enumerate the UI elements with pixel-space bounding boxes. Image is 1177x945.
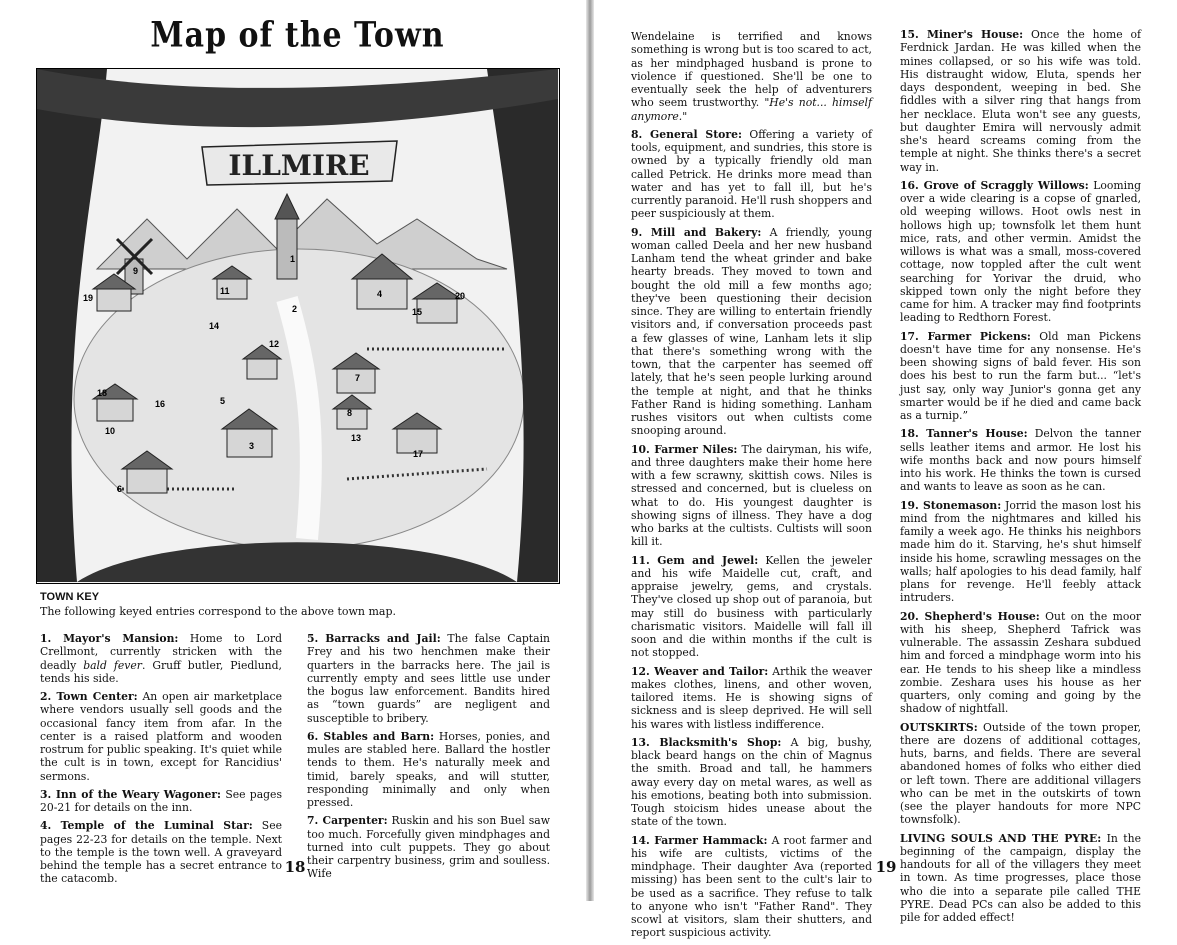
key-entry-text: Horses, ponies, and mules are stabled here. Ballard the hostler tends to them. He's naturally meek and timid, barely speaks, and will stutter, responding minimally and only when pressed. <box>307 729 551 809</box>
key-entry <box>40 632 282 685</box>
key-entry <box>631 665 872 731</box>
town-key-intro: The following keyed entries correspond to the above town map. <box>40 605 397 618</box>
map-label-1: 1 <box>290 254 296 264</box>
key-entry-heading: 14. Farmer Hammack: <box>631 833 768 847</box>
key-entry-heading: 7. Carpenter: <box>307 814 388 828</box>
key-entry-heading: 19. Stonemason: <box>900 498 1002 512</box>
map-label-10: 10 <box>105 426 116 436</box>
map-label-11: 11 <box>220 286 230 296</box>
town-map-illustration <box>37 69 558 582</box>
key-entry-text: Once the home of Ferdnick Jardan. He was killed when the mines collapsed, or so his wife was told. His distraught widow, Eluta, spends her days despondent, weeping in bed. She fiddles with a silver ring that hangs from her necklace. Eluta won't see any guests, but daughter Emira will nervously admit she's heard screams coming from the temple at night. She thinks there's a secret way in. <box>900 28 1141 174</box>
key-entry-heading: 1. Mayor's Mansion: <box>40 632 179 645</box>
map-label-2: 2 <box>292 304 298 314</box>
key-entry <box>900 28 1141 174</box>
map-label-9: 9 <box>133 266 139 276</box>
key-entry-text: An open air marketplace where vendors usually sell goods and the occasional fancy item from afar. In the center is a raised platform and wooden rostrum for public speaking. It's quiet while the cult is in town, except for Rancidius' sermons. <box>40 690 282 783</box>
key-entry-heading: 12. Weaver and Tailor: <box>631 664 769 678</box>
key-entry-text: Outside of the town proper, there are dozens of additional cottages, huts, barns, and fields. There are several abandoned homes of folks who either died or left town. There are additional villagers who can be met in the outskirts of town (see the player handouts for more NPC townsfolk). <box>900 720 1141 827</box>
key-entry-text: Kellen the jeweler and his wife Maidelle cut, craft, and appraise jewelry, gems, and crystals. They've closed up shop out of paranoia, but may still do business with particularly charismatic visitors. Maidelle will fall ill soon and die within months if the cult is not stopped. <box>631 553 872 660</box>
left-column-1 <box>40 632 282 891</box>
map-label-18: 18 <box>97 388 108 398</box>
key-entry <box>40 690 282 783</box>
key-entry-heading: 8. General Store: <box>631 127 742 141</box>
key-entry <box>40 788 282 815</box>
key-entry-heading: 2. Town Center: <box>40 690 138 703</box>
map-label-14: 14 <box>209 321 220 331</box>
key-entry <box>631 736 872 829</box>
key-entry <box>307 814 550 880</box>
key-entry-heading: 6. Stables and Barn: <box>307 729 435 743</box>
key-entry-text: The dairyman, his wife, and three daughters make their home here with a few scrawny, skittish cows. Niles is stressed and concerned, but is clueless on what to do. His youngest daughter is showing signs of illness. They have a dog who barks at the cultists. Cultists will soon kill it. <box>631 442 872 549</box>
key-entry-text: A big, bushy, black beard hangs on the chin of Magnus the smith. Broad and tall, he hammers away every day on metal wares, as well as his emotions, beating both into submission. Tough stoicism hides unease about the state of the town. <box>631 735 872 829</box>
key-entry-text: Offering a variety of tools, equipment, and sundries, this store is owned by a typically friendly old man called Petrick. He drinks more mead than water and has yet to fall ill, but he's currently paranoid. He'll rush shoppers and peer suspiciously at them. <box>631 127 872 221</box>
map-label-4: 4 <box>377 289 383 299</box>
key-entry-text: Jorrid the mason lost his mind from the nightmares and killed his family a week ago. He thinks his neighbors made him do it. Starving, he's shut himself inside his home, scrawling messages on the walls; half apologies to his dead family, half plans for revenge. He'll feebly attack intruders. <box>900 498 1141 605</box>
key-entry-heading: 10. Farmer Niles: <box>631 442 738 456</box>
key-entry <box>631 554 872 660</box>
key-entry-text: See pages 22-23 for details on the temple. Next to the temple is the town well. A graveyard behind the temple has a secret entrance to the catacomb. <box>40 819 282 886</box>
map-label-16: 16 <box>155 399 166 409</box>
key-entry-heading: 4. Temple of the Luminal Star: <box>40 819 253 833</box>
key-entry-text: See pages 20-21 for details on the inn. <box>40 787 282 814</box>
key-entry <box>631 128 872 221</box>
key-entry-text: Delvon the tanner sells leather items and armor. He lost his wife months back and now pours himself into his work. He thinks the town is cursed and wants to leave as soon as he can. <box>900 427 1141 494</box>
key-entry-heading: 18. Tanner's House: <box>900 427 1028 441</box>
key-entry-text: Looming over a wide clearing is a copse of gnarled, old weeping willows. Hoot owls nest in hollows high up; townsfolk let them hunt mice, rats, and other vermin. Amidst the willows is what was a small, moss-covered cottage, now toppled after the cult went searching for Yorivar the druid, who skipped town only the night before they came for him. A tracker may find footprints leading to Redthorn Forest. <box>900 178 1141 325</box>
key-entry-heading: 9. Mill and Bakery: <box>631 225 762 239</box>
map-label-20: 20 <box>455 291 466 301</box>
map-banner-text: ILLMIRE <box>228 149 370 182</box>
key-entry-text: In the beginning of the campaign, display the handouts for all of the villagers they meet in town. As time progresses, place those who die into a separate pile called THE PYRE. Dead PCs can also be added to this pile for added effect! <box>900 831 1141 924</box>
key-entry-text: Wendelaine is terrified and knows something is wrong but is too scared to act, as her mindphaged husband is prone to violence if questioned. She'll be one to eventually seek the help of adventurers who seem trustworthy. <box>631 30 872 110</box>
key-entry-text: Old man Pickens doesn't have time for any nonsense. He's been showing signs of bald fever. His son does his best to run the farm but... “let's just say, only way Junior's gonna get any smarter would be if he died and came back as a turnip.” <box>900 329 1141 422</box>
right-page <box>594 0 1177 940</box>
key-entry-heading: 5. Barracks and Jail: <box>307 632 441 645</box>
map-label-12: 12 <box>269 339 280 349</box>
map-label-15: 15 <box>412 307 423 317</box>
map-label-13: 13 <box>351 433 362 443</box>
key-entry-text: The false Captain Frey and his two henchmen make their quarters in the barracks here. The jail is currently empty and sees little use under the bogus law enforcement. Bandits hired as “town guards” are negligent and susceptible to bribery. <box>307 632 550 725</box>
map-label-6: 6 <box>117 484 123 494</box>
key-entry <box>900 721 1141 827</box>
key-entry <box>900 499 1141 605</box>
map-label-19: 19 <box>83 293 94 303</box>
left-page <box>0 0 586 901</box>
page-number-right: 19 <box>875 858 897 876</box>
town-map <box>36 68 560 584</box>
key-entry-heading: 13. Blacksmith's Shop: <box>631 735 782 749</box>
key-entry-heading: 11. Gem and Jewel: <box>631 553 759 567</box>
key-entry-heading: OUTSKIRTS: <box>900 720 978 734</box>
key-entry-heading: LIVING SOULS AND THE PYRE: <box>900 831 1102 845</box>
map-label-3: 3 <box>249 441 255 451</box>
key-entry <box>307 730 550 810</box>
key-entry-text: A friendly, young woman called Deela and her new husband Lanham tend the wheat grinder and bake hearty breads. They moved to town and bought the old mill a few months ago; they've been questioning their decision since. They are willing to entertain friendly visitors and, if conversation proceeds past a few glasses of wine, Lanham lets it slip that there's something wrong with the town, that the carpenter has seemed off lately, that he's seen people lurking around the temple at night, and that he thinks Father Rand is hiding something. Lanham rushes visitors out when cultists come snooping around. <box>631 225 872 438</box>
left-column-2 <box>307 632 550 886</box>
right-column-2 <box>900 28 1141 929</box>
key-entry <box>900 179 1141 325</box>
map-label-7: 7 <box>355 373 361 383</box>
key-entry <box>631 834 872 940</box>
town-key-heading: TOWN KEY <box>40 591 100 603</box>
map-label-17: 17 <box>413 449 424 459</box>
key-entry-tail: . Gruff butler, Piedlund, tends his side. <box>40 658 282 685</box>
key-entry <box>900 427 1141 493</box>
key-entry <box>900 330 1141 423</box>
key-entry-emphasis: bald fever <box>83 658 142 672</box>
key-entry-text: Ruskin and his son Buel saw too much. Forcefully given mindphages and turned into cult puppets. They go about their carpentry business, grim and soulless. Wife <box>307 814 550 881</box>
key-entry-heading: 16. Grove of Scraggly Willows: <box>900 178 1089 192</box>
key-entry-text: A root farmer and his wife are cultists, victims of the mindphage. Their daughter Ava (reported missing) has been sent to the cult's lair to be used as a sacrifice. They refuse to talk to anyone who isn't "Father Rand". They scowl at visitors, slam their shutters, and report suspicious activity. <box>631 833 872 940</box>
key-entry-heading: 17. Farmer Pickens: <box>900 329 1031 343</box>
key-entry <box>900 832 1141 925</box>
map-label-8: 8 <box>347 408 353 418</box>
key-entry-heading: 20. Shepherd's House: <box>900 609 1040 623</box>
key-entry <box>307 632 550 725</box>
page-number-left: 18 <box>284 858 306 876</box>
right-column-1 <box>631 30 872 945</box>
key-entry <box>631 226 872 438</box>
key-entry-text: Home to Lord Crellmont, currently stricken with the deadly <box>40 632 282 672</box>
key-entry-emphasis: "He's not... himself anymore." <box>631 96 872 123</box>
key-entry-heading: 15. Miner's House: <box>900 28 1024 41</box>
key-entry <box>900 610 1141 716</box>
key-entry-heading: 3. Inn of the Weary Wagoner: <box>40 787 222 801</box>
page-title: Map of the Town <box>150 15 445 56</box>
key-entry <box>40 819 282 885</box>
key-entry-text: Arthik the weaver makes clothes, linens, and other woven, tailored items. He is showing signs of sickness and is sleep deprived. He will sell his wares with listless indifference. <box>631 664 872 731</box>
map-label-5: 5 <box>220 396 226 406</box>
book-spine <box>586 0 594 901</box>
key-entry-text: Out on the moor with his sheep, Shepherd Tafrick was vulnerable. The assassin Zeshara subdued him and forced a mindphage worm into his ear. He tends to his sheep like a mindless zombie. Zeshara uses his house as her quarters, only coming and going by the shadow of nightfall. <box>900 609 1141 716</box>
key-entry <box>631 443 872 549</box>
key-entry <box>631 30 872 123</box>
